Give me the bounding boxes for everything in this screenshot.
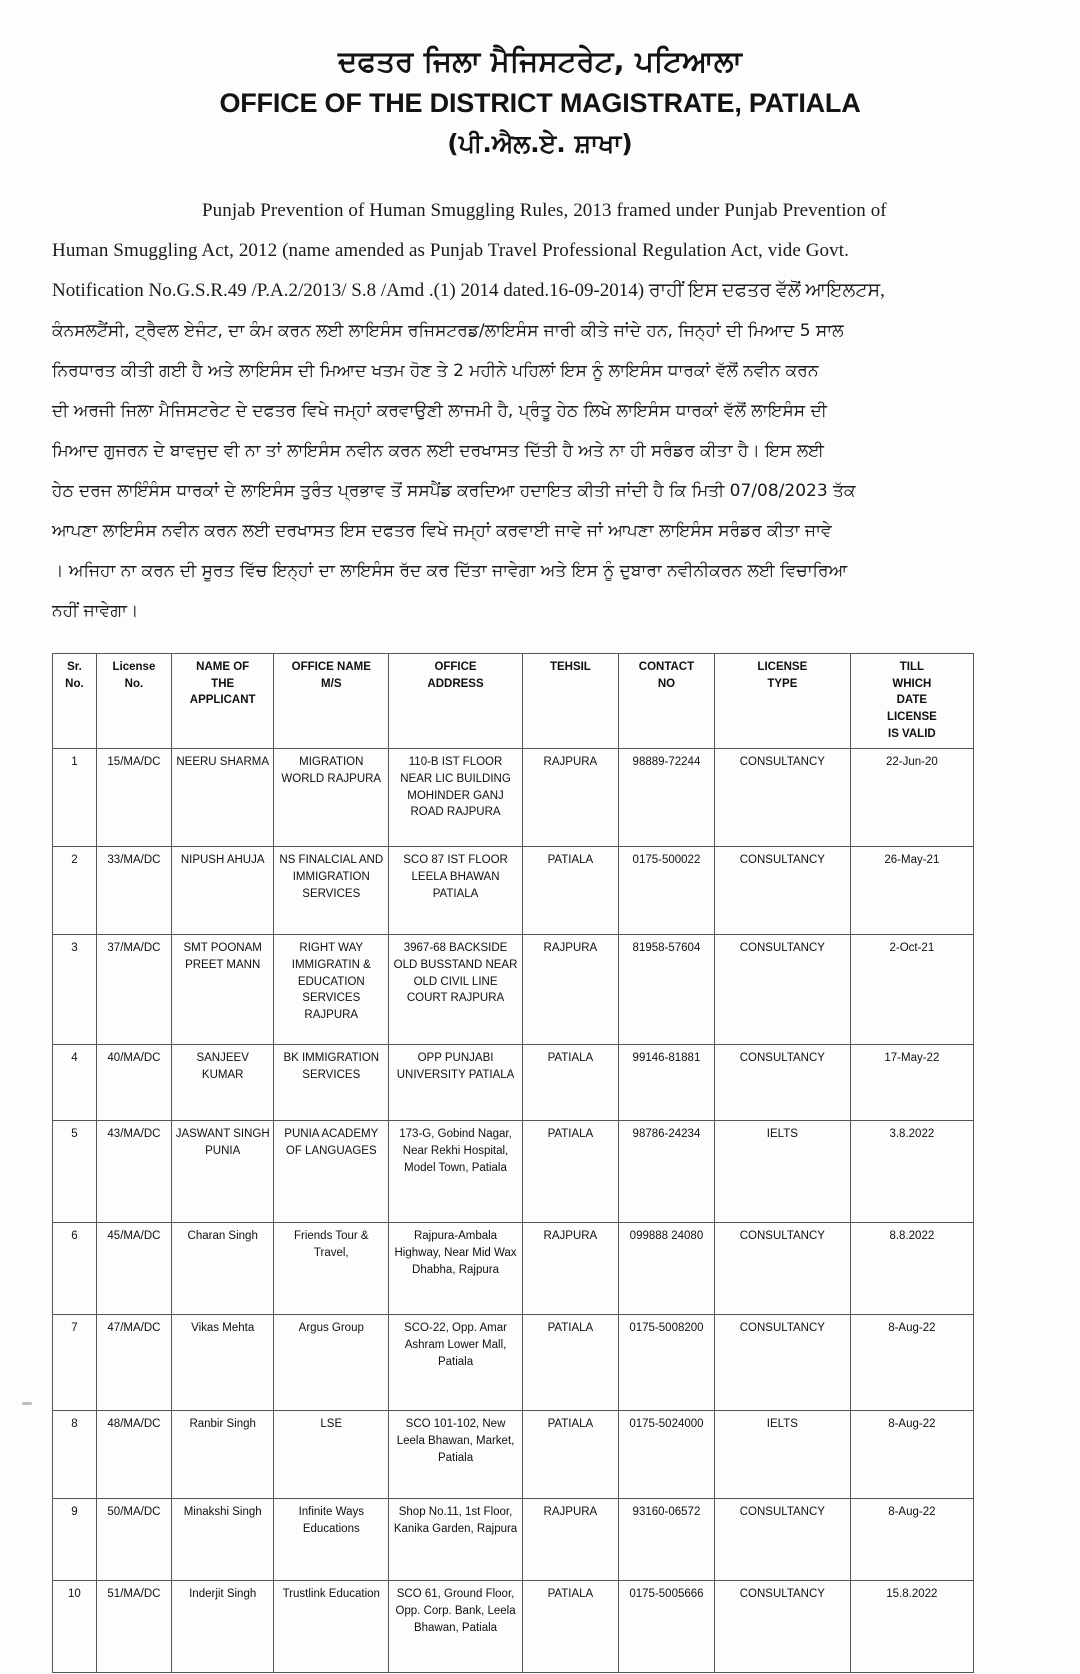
cell-applicant: JASWANT SINGH PUNIA xyxy=(172,1121,274,1223)
cell-office-name: RIGHT WAY IMMIGRATIN & EDUCATION SERVICES RAJPURA xyxy=(274,935,389,1045)
cell-sr-no: 3 xyxy=(53,935,97,1045)
cell-address: OPP PUNJABI UNIVERSITY PATIALA xyxy=(389,1045,523,1121)
cell-tehsil: PATIALA xyxy=(522,1121,618,1223)
cell-license-no: 45/MA/DC xyxy=(96,1223,171,1315)
cell-tehsil: RAJPURA xyxy=(522,935,618,1045)
license-table-wrapper xyxy=(52,653,1028,1673)
body-line-10: । ਅਜਿਹਾ ਨਾ ਕਰਨ ਦੀ ਸੂਰਤ ਵਿੱਚ ਇਨ੍ਹਾਂ ਦਾ ਲਾਇਸੰਸ ਰੱਦ ਕਰ ਦਿੱਤਾ ਜਾਵੇਗਾ ਅਤੇ ਇਸ ਨੂੰ ਦੁਬਾਰਾ ਨਵੀਨੀਕਰਨ ਲਈ ਵਿਚਾਰਿਆ xyxy=(52,560,848,581)
table-row xyxy=(53,749,974,847)
col-header-sr-no-line2: No. xyxy=(65,677,84,690)
col-header-office-address xyxy=(389,653,523,748)
cell-license-no: 40/MA/DC xyxy=(96,1045,171,1121)
cell-contact: 98889-72244 xyxy=(618,749,714,847)
cell-applicant: Inderjit Singh xyxy=(172,1581,274,1673)
cell-applicant: NIPUSH AHUJA xyxy=(172,847,274,935)
cell-tehsil: PATIALA xyxy=(522,1045,618,1121)
col-header-applicant-line2: THE xyxy=(211,677,235,690)
table-row xyxy=(53,935,974,1045)
cell-contact: 0175-500022 xyxy=(618,847,714,935)
col-header-valid-till-line5: IS VALID xyxy=(888,727,936,740)
col-header-license-no xyxy=(96,653,171,748)
col-header-tehsil-line1: TEHSIL xyxy=(549,660,591,673)
cell-tehsil: RAJPURA xyxy=(522,1223,618,1315)
table-row xyxy=(53,1315,974,1411)
cell-contact: 81958-57604 xyxy=(618,935,714,1045)
cell-applicant: SANJEEV KUMAR xyxy=(172,1045,274,1121)
body-line-7: ਮਿਆਦ ਗੁਜਰਨ ਦੇ ਬਾਵਜੁਦ ਵੀ ਨਾ ਤਾਂ ਲਾਇਸੰਸ ਨਵੀਨ ਕਰਨ ਲਈ ਦਰਖਾਸਤ ਦਿੱਤੀ ਹੈ ਅਤੇ ਨਾ ਹੀ ਸਰੰਡਰ ਕੀਤਾ ਹੈ। ਇਸ ਲਈ xyxy=(52,440,824,461)
col-header-office-name-line1: OFFICE NAME xyxy=(291,660,371,673)
cell-sr-no: 7 xyxy=(53,1315,97,1411)
cell-address: SCO 87 IST FLOOR LEELA BHAWAN PATIALA xyxy=(389,847,523,935)
cell-license-no: 50/MA/DC xyxy=(96,1499,171,1581)
table-header-row xyxy=(53,653,974,748)
col-header-license-type xyxy=(714,653,850,748)
cell-office-name: BK IMMIGRATION SERVICES xyxy=(274,1045,389,1121)
cell-license-type: CONSULTANCY xyxy=(714,1223,850,1315)
license-table xyxy=(52,653,974,1673)
table-row xyxy=(53,1499,974,1581)
cell-license-type: IELTS xyxy=(714,1411,850,1499)
cell-license-type: CONSULTANCY xyxy=(714,1581,850,1673)
cell-license-no: 48/MA/DC xyxy=(96,1411,171,1499)
cell-office-name: PUNIA ACADEMY OF LANGUAGES xyxy=(274,1121,389,1223)
cell-tehsil: PATIALA xyxy=(522,1581,618,1673)
cell-contact: 93160-06572 xyxy=(618,1499,714,1581)
cell-sr-no: 1 xyxy=(53,749,97,847)
cell-address: SCO 61, Ground Floor, Opp. Corp. Bank, Leela Bhawan, Patiala xyxy=(389,1581,523,1673)
col-header-valid-till-line4: LICENSE xyxy=(886,710,937,723)
cell-license-type: CONSULTANCY xyxy=(714,1045,850,1121)
body-line-8: ਹੇਠ ਦਰਜ ਲਾਇੰਸੰਸ ਧਾਰਕਾਂ ਦੇ ਲਾਇਸੰਸ ਤੁਰੰਤ ਪ੍ਰਭਾਵ ਤੋਂ ਸਸਪੈਂਡ ਕਰਦਿਆ ਹਦਾਇਤ ਕੀਤੀ ਜਾਂਦੀ ਹੈ ਕਿ ਮਿਤੀ 07/08/2023 ਤੱਕ xyxy=(52,480,856,501)
cell-license-no: 37/MA/DC xyxy=(96,935,171,1045)
cell-applicant: Minakshi Singh xyxy=(172,1499,274,1581)
cell-applicant: NEERU SHARMA xyxy=(172,749,274,847)
cell-valid-till: 3.8.2022 xyxy=(850,1121,973,1223)
cell-license-type: CONSULTANCY xyxy=(714,1315,850,1411)
table-header xyxy=(53,653,974,748)
cell-license-type: CONSULTANCY xyxy=(714,749,850,847)
table-row xyxy=(53,1045,974,1121)
cell-license-no: 43/MA/DC xyxy=(96,1121,171,1223)
table-body xyxy=(53,749,974,1673)
col-header-tehsil xyxy=(522,653,618,748)
cell-valid-till: 15.8.2022 xyxy=(850,1581,973,1673)
col-header-valid-till xyxy=(850,653,973,748)
cell-tehsil: PATIALA xyxy=(522,1411,618,1499)
col-header-applicant-line1: NAME OF xyxy=(196,660,250,673)
cell-address: 173-G, Gobind Nagar, Near Rekhi Hospital, Model Town, Patiala xyxy=(389,1121,523,1223)
col-header-applicant-line3: APPLICANT xyxy=(189,694,256,707)
body-line-3: Notification No.G.S.R.49 /P.A.2/2013/ S.8 /Amd .(1) 2014 dated.16-09-2014) ਰਾਹੀਂ ਇਸ ਦਫਤਰ ਵੱਲੋਂ ਆਇਲਟਸ, xyxy=(52,279,885,301)
cell-valid-till: 17-May-22 xyxy=(850,1045,973,1121)
cell-valid-till: 2-Oct-21 xyxy=(850,935,973,1045)
cell-office-name: MIGRATION WORLD RAJPURA xyxy=(274,749,389,847)
body-line-1: Punjab Prevention of Human Smuggling Rules, 2013 framed under Punjab Prevention of xyxy=(202,199,887,221)
cell-contact: 0175-5024000 xyxy=(618,1411,714,1499)
cell-valid-till: 26-May-21 xyxy=(850,847,973,935)
cell-office-name: Argus Group xyxy=(274,1315,389,1411)
table-row xyxy=(53,1223,974,1315)
cell-tehsil: PATIALA xyxy=(522,847,618,935)
col-header-contact-no-line1: CONTACT xyxy=(638,660,695,673)
cell-valid-till: 8-Aug-22 xyxy=(850,1315,973,1411)
cell-license-type: CONSULTANCY xyxy=(714,935,850,1045)
document-header xyxy=(0,0,1080,161)
col-header-contact-no-line2: NO xyxy=(657,677,676,690)
cell-sr-no: 8 xyxy=(53,1411,97,1499)
cell-applicant: Charan Singh xyxy=(172,1223,274,1315)
body-line-6: ਦੀ ਅਰਜੀ ਜਿਲਾ ਮੈਜਿਸਟਰੇਟ ਦੇ ਦਫਤਰ ਵਿਖੇ ਜਮ੍ਹਾਂ ਕਰਵਾਉਣੀ ਲਾਜਮੀ ਹੈ, ਪ੍ਰੰਤੂ ਹੇਠ ਲਿਖੇ ਲਾਇਸੰਸ ਧਾਰਕਾਂ ਵੱਲੋਂ ਲਾਇਸੰਸ ਦੀ xyxy=(52,400,827,421)
cell-valid-till: 8.8.2022 xyxy=(850,1223,973,1315)
cell-contact: 99146-81881 xyxy=(618,1045,714,1121)
col-header-license-no-line1: License xyxy=(112,660,156,673)
cell-contact: 0175-5008200 xyxy=(618,1315,714,1411)
cell-license-no: 51/MA/DC xyxy=(96,1581,171,1673)
cell-sr-no: 6 xyxy=(53,1223,97,1315)
table-row xyxy=(53,1121,974,1223)
branch-name-gurmukhi: (ਪੀ.ਐਲ.ਏ. ਸ਼ਾਖਾ) xyxy=(447,128,633,158)
cell-valid-till: 8-Aug-22 xyxy=(850,1411,973,1499)
body-line-5: ਨਿਰਧਾਰਤ ਕੀਤੀ ਗਈ ਹੈ ਅਤੇ ਲਾਇਸੰਸ ਦੀ ਮਿਆਦ ਖਤਮ ਹੋਣ ਤੇ 2 ਮਹੀਨੇ ਪਹਿਲਾਂ ਇਸ ਨੂੰ ਲਾਇਸੰਸ ਧਾਰਕਾਂ ਵੱਲੋਂ ਨਵੀਨ ਕਰਨ xyxy=(52,360,819,381)
col-header-office-address-line1: OFFICE xyxy=(434,660,477,673)
scan-artifact-mark xyxy=(22,1402,32,1405)
cell-license-type: CONSULTANCY xyxy=(714,847,850,935)
col-header-office-address-line2: ADDRESS xyxy=(427,677,484,690)
table-row xyxy=(53,847,974,935)
cell-applicant: Ranbir Singh xyxy=(172,1411,274,1499)
body-line-2: Human Smuggling Act, 2012 (name amended as Punjab Travel Professional Regulation Act, vide Govt. xyxy=(52,239,849,261)
cell-contact: 099888 24080 xyxy=(618,1223,714,1315)
body-line-11: ਨਹੀਂ ਜਾਵੇਗਾ। xyxy=(52,600,139,621)
cell-license-no: 47/MA/DC xyxy=(96,1315,171,1411)
col-header-valid-till-line2: WHICH xyxy=(892,677,932,690)
cell-office-name: Infinite Ways Educations xyxy=(274,1499,389,1581)
body-line-9: ਆਪਣਾ ਲਾਇਸੰਸ ਨਵੀਨ ਕਰਨ ਲਈ ਦਰਖਾਸਤ ਇਸ ਦਫਤਰ ਵਿਖੇ ਜਮ੍ਹਾਂ ਕਰਵਾਈ ਜਾਵੇ ਜਾਂ ਆਪਣਾ ਲਾਇਸੰਸ ਸਰੰਡਰ ਕੀਤਾ ਜਾਵੇ xyxy=(52,520,832,541)
cell-valid-till: 22-Jun-20 xyxy=(850,749,973,847)
cell-office-name: Trustlink Education xyxy=(274,1581,389,1673)
notice-body xyxy=(52,191,1028,631)
cell-sr-no: 9 xyxy=(53,1499,97,1581)
cell-office-name: LSE xyxy=(274,1411,389,1499)
cell-office-name: Friends Tour & Travel, xyxy=(274,1223,389,1315)
cell-sr-no: 5 xyxy=(53,1121,97,1223)
cell-applicant: Vikas Mehta xyxy=(172,1315,274,1411)
cell-office-name: NS FINALCIAL AND IMMIGRATION SERVICES xyxy=(274,847,389,935)
cell-license-no: 15/MA/DC xyxy=(96,749,171,847)
office-title-english: OFFICE OF THE DISTRICT MAGISTRATE, PATIALA xyxy=(219,88,861,119)
cell-sr-no: 10 xyxy=(53,1581,97,1673)
office-title-gurmukhi: ਦਫਤਰ ਜਿਲਾ ਮੈਜਿਸਟਰੇਟ, ਪਟਿਆਲਾ xyxy=(337,44,743,78)
cell-valid-till: 8-Aug-22 xyxy=(850,1499,973,1581)
cell-contact: 0175-5005666 xyxy=(618,1581,714,1673)
table-row xyxy=(53,1581,974,1673)
cell-address: SCO-22, Opp. Amar Ashram Lower Mall, Patiala xyxy=(389,1315,523,1411)
cell-address: Shop No.11, 1st Floor, Kanika Garden, Rajpura xyxy=(389,1499,523,1581)
cell-contact: 98786-24234 xyxy=(618,1121,714,1223)
cell-tehsil: RAJPURA xyxy=(522,1499,618,1581)
cell-tehsil: RAJPURA xyxy=(522,749,618,847)
col-header-applicant xyxy=(172,653,274,748)
cell-address: 110-B IST FLOOR NEAR LIC BUILDING MOHINDER GANJ ROAD RAJPURA xyxy=(389,749,523,847)
cell-address: SCO 101-102, New Leela Bhawan, Market, Patiala xyxy=(389,1411,523,1499)
col-header-sr-no-line1: Sr. xyxy=(67,660,82,673)
cell-license-no: 33/MA/DC xyxy=(96,847,171,935)
col-header-sr-no xyxy=(53,653,97,748)
col-header-license-no-line2: No. xyxy=(124,677,144,690)
col-header-license-type-line1: LICENSE xyxy=(757,660,808,673)
cell-license-type: IELTS xyxy=(714,1121,850,1223)
cell-license-type: CONSULTANCY xyxy=(714,1499,850,1581)
cell-sr-no: 2 xyxy=(53,847,97,935)
col-header-license-type-line2: TYPE xyxy=(767,677,798,690)
cell-address: 3967-68 BACKSIDE OLD BUSSTAND NEAR OLD CIVIL LINE COURT RAJPURA xyxy=(389,935,523,1045)
cell-applicant: SMT POONAM PREET MANN xyxy=(172,935,274,1045)
cell-tehsil: PATIALA xyxy=(522,1315,618,1411)
col-header-contact-no xyxy=(618,653,714,748)
body-line-4: ਕੰਨਸਲਟੈਂਸੀ, ਟ੍ਰੈਵਲ ਏਜੰਟ, ਦਾ ਕੰਮ ਕਰਨ ਲਈ ਲਾਇਸੰਸ ਰਜਿਸਟਰਡ/ਲਾਇਸੰਸ ਜਾਰੀ ਕੀਤੇ ਜਾਂਦੇ ਹਨ, ਜਿਨ੍ਹਾਂ ਦੀ ਮਿਆਦ 5 ਸਾਲ xyxy=(52,320,844,341)
col-header-valid-till-line1: TILL xyxy=(899,660,924,673)
table-row xyxy=(53,1411,974,1499)
col-header-office-name xyxy=(274,653,389,748)
cell-sr-no: 4 xyxy=(53,1045,97,1121)
cell-address: Rajpura-Ambala Highway, Near Mid Wax Dhabha, Rajpura xyxy=(389,1223,523,1315)
col-header-valid-till-line3: DATE xyxy=(896,694,928,707)
col-header-office-name-line2: M/S xyxy=(321,677,342,690)
